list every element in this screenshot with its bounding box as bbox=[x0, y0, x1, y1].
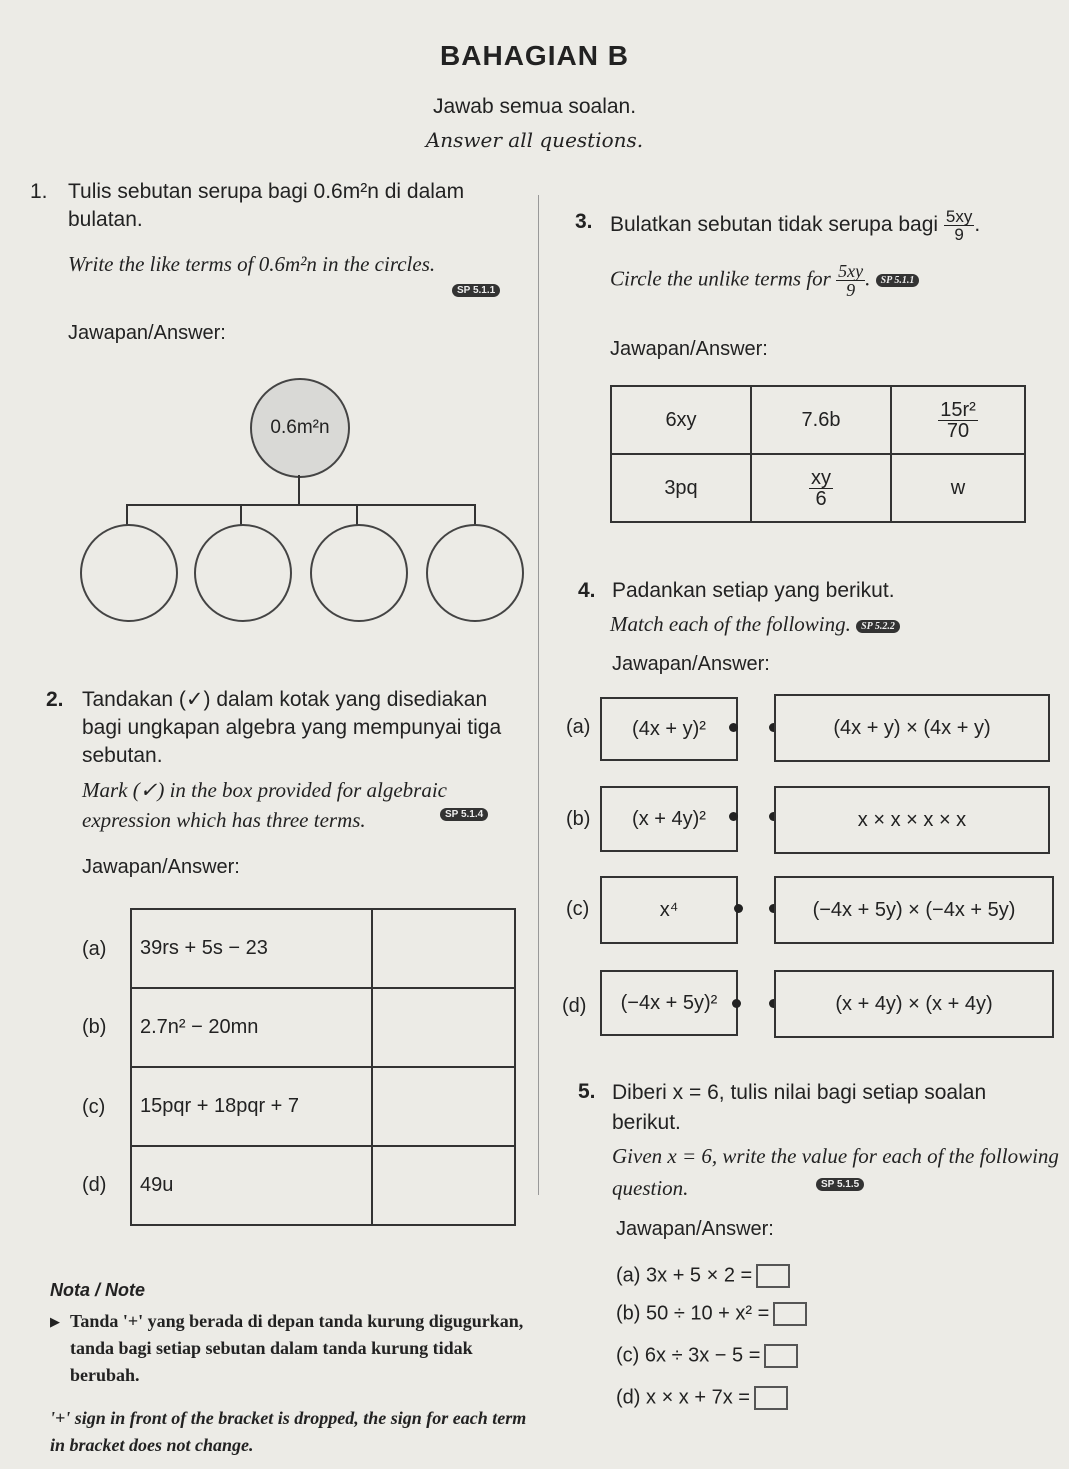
q1-answer-label: Jawapan/Answer: bbox=[68, 322, 226, 344]
q4-dot-left-c[interactable] bbox=[734, 904, 743, 913]
q4-dot-left-a[interactable] bbox=[729, 723, 738, 732]
q3-frac-den-en: 9 bbox=[846, 280, 856, 300]
q4-badge: SP 5.2.2 bbox=[856, 620, 900, 633]
q4-right-b[interactable]: x × x × x × x bbox=[774, 786, 1050, 854]
q4-dot-left-b[interactable] bbox=[729, 812, 738, 821]
q2-checkbox-c[interactable] bbox=[372, 1067, 515, 1146]
q1-tree-bar bbox=[126, 504, 476, 506]
column-divider bbox=[538, 195, 539, 1195]
q2-label-d: (d) bbox=[82, 1174, 107, 1196]
q3-text-malay-body: Bulatkan sebutan tidak serupa bagi bbox=[610, 213, 939, 237]
q3-term-3pq[interactable]: 3pq bbox=[611, 454, 751, 522]
q2-label-c: (c) bbox=[82, 1096, 106, 1118]
q2-number: 2. bbox=[46, 688, 64, 711]
q3-number: 3. bbox=[575, 210, 593, 233]
q3-frac-den: 9 bbox=[954, 225, 964, 244]
q5-item-b bbox=[616, 1302, 807, 1326]
q2-text-english: Mark (✓) in the box provided for algebraic expression which has three terms. bbox=[82, 778, 447, 832]
q4-text-english-body: Match each of the following. bbox=[610, 612, 851, 636]
q2-badge: SP 5.1.4 bbox=[440, 808, 488, 821]
q4-text-malay: Padankan setiap yang berikut. bbox=[612, 579, 895, 602]
q4-label-c: (c) bbox=[566, 898, 590, 920]
q5-label-c: (c) bbox=[616, 1344, 640, 1367]
q1-tree-stem bbox=[298, 475, 300, 505]
q2-checkbox-d[interactable] bbox=[372, 1146, 515, 1225]
q1-text-malay: Tulis sebutan serupa bagi 0.6m²n di dalam bulatan. bbox=[68, 180, 465, 231]
table-row bbox=[611, 386, 1025, 454]
note-arrow-icon: ▶ bbox=[50, 1314, 60, 1329]
table-row bbox=[131, 909, 515, 988]
q5-expr-c: 6x ÷ 3x − 5 = bbox=[644, 1344, 761, 1367]
q3-table bbox=[610, 385, 1026, 523]
note-heading: Nota / Note bbox=[50, 1280, 146, 1300]
q4-number: 4. bbox=[578, 579, 596, 602]
q5-expr-a: 3x + 5 × 2 = bbox=[646, 1264, 753, 1287]
table-row bbox=[611, 454, 1025, 522]
q5-expr-b: 50 ÷ 10 + x² = bbox=[646, 1302, 770, 1325]
note-text-malay: Tanda '+' yang berada di depan tanda kurung digugurkan, tanda bagi setiap sebutan dalam tanda kurung tidak berubah. bbox=[70, 1311, 524, 1385]
q4-dot-left-d[interactable] bbox=[732, 999, 741, 1008]
q3-frac-6: 6 bbox=[815, 487, 827, 510]
instruction-english: Answer all questions. bbox=[425, 128, 644, 152]
q4-text-english bbox=[610, 612, 900, 637]
q1-number: 1. bbox=[30, 180, 48, 203]
section-title: BAHAGIAN B bbox=[440, 40, 629, 71]
note-text-english: '+' sign in front of the bracket is dropped, the sign for each term in bracket does not change. bbox=[50, 1408, 527, 1455]
q3-frac-15r2: 15r² bbox=[940, 398, 976, 421]
q1-answer-circle-4[interactable] bbox=[426, 524, 524, 622]
q5-label-d: (d) bbox=[616, 1386, 641, 1409]
q2-checkbox-b[interactable] bbox=[372, 988, 515, 1067]
q3-frac-num-en: 5xy bbox=[838, 261, 864, 281]
q3-frac-15r2-70 bbox=[938, 400, 978, 441]
q1-answer-circle-2[interactable] bbox=[194, 524, 292, 622]
q4-right-a[interactable]: (4x + y) × (4x + y) bbox=[774, 694, 1050, 762]
q5-label-b: (b) bbox=[616, 1302, 641, 1325]
q4-answer-label: Jawapan/Answer: bbox=[612, 653, 770, 675]
q2-label-b: (b) bbox=[82, 1016, 107, 1038]
q3-frac-xy: xy bbox=[811, 466, 831, 489]
q5-text-english: Given x = 6, write the value for each of the following question. bbox=[612, 1144, 1059, 1200]
q5-item-d bbox=[616, 1386, 788, 1410]
q5-item-c bbox=[616, 1344, 798, 1368]
q5-badge: SP 5.1.5 bbox=[816, 1178, 864, 1191]
q4-right-d[interactable]: (x + 4y) × (x + 4y) bbox=[774, 970, 1054, 1038]
q1-answer-circle-1[interactable] bbox=[80, 524, 178, 622]
q1-branch-1 bbox=[126, 504, 128, 526]
table-row bbox=[131, 988, 515, 1067]
q4-label-b: (b) bbox=[566, 808, 591, 830]
q5-label-a: (a) bbox=[616, 1264, 641, 1287]
q4-label-a: (a) bbox=[566, 716, 591, 738]
q5-answer-box-b[interactable] bbox=[773, 1302, 807, 1326]
q5-answer-label: Jawapan/Answer: bbox=[616, 1218, 774, 1240]
q2-text-malay: Tandakan (✓) dalam kotak yang disediakan bagi ungkapan algebra yang mempunyai tiga sebutan. bbox=[82, 688, 502, 767]
q3-frac-xy-6 bbox=[809, 468, 833, 509]
q2-checkbox-a[interactable] bbox=[372, 909, 515, 988]
q1-branch-3 bbox=[356, 504, 358, 526]
q3-fraction-en bbox=[836, 262, 865, 299]
q4-left-b[interactable]: (x + 4y)² bbox=[600, 786, 738, 852]
q5-item-a bbox=[616, 1264, 790, 1288]
q3-term-15r2-70[interactable] bbox=[891, 386, 1025, 454]
q2-label-a: (a) bbox=[82, 938, 107, 960]
instruction-malay: Jawab semua soalan. bbox=[432, 95, 637, 118]
q5-text-malay: Diberi x = 6, tulis nilai bagi setiap soalan berikut. bbox=[612, 1081, 987, 1134]
q2-answer-label: Jawapan/Answer: bbox=[82, 856, 240, 878]
q2-table bbox=[130, 908, 516, 1226]
q1-text-english: Write the like terms of 0.6m²n in the circles. bbox=[68, 252, 436, 276]
q4-right-c[interactable]: (−4x + 5y) × (−4x + 5y) bbox=[774, 876, 1054, 944]
q3-fraction bbox=[944, 208, 974, 243]
q4-left-a[interactable]: (4x + y)² bbox=[600, 697, 738, 761]
q3-term-6xy[interactable]: 6xy bbox=[611, 386, 751, 454]
q2-expr-b: 2.7n² − 20mn bbox=[131, 988, 372, 1067]
q4-label-d: (d) bbox=[562, 995, 587, 1017]
q3-text-english-body: Circle the unlike terms for bbox=[610, 266, 831, 291]
q3-text-english: Circle the unlike terms for $\frac{5xy}{9}$ . SP 5.1.1 bbox=[610, 262, 919, 299]
q2-expr-d: 49u bbox=[131, 1146, 372, 1225]
q3-answer-label: Jawapan/Answer: bbox=[610, 338, 768, 360]
q5-answer-box-d[interactable] bbox=[754, 1386, 788, 1410]
q1-root-term: 0.6m²n bbox=[270, 417, 330, 438]
q2-expr-c: 15pqr + 18pqr + 7 bbox=[131, 1067, 372, 1146]
q3-text-malay: Bulatkan sebutan tidak serupa bagi $\frac{5xy}{9}$ . bbox=[610, 207, 981, 244]
q4-left-d[interactable]: (−4x + 5y)² bbox=[600, 970, 738, 1036]
q1-branch-2 bbox=[240, 504, 242, 526]
q1-root-circle bbox=[250, 378, 350, 478]
q3-frac-70: 70 bbox=[946, 419, 970, 442]
q3-term-w[interactable]: w bbox=[891, 454, 1025, 522]
q2-expr-a: 39rs + 5s − 23 bbox=[131, 909, 372, 988]
q1-branch-4 bbox=[474, 504, 476, 526]
q4-left-c[interactable]: x⁴ bbox=[600, 876, 738, 944]
q3-badge: SP 5.1.1 bbox=[876, 274, 920, 287]
q3-term-xy-6[interactable] bbox=[751, 454, 891, 522]
table-row bbox=[131, 1067, 515, 1146]
q5-number: 5. bbox=[578, 1080, 596, 1103]
q3-term-7.6b[interactable]: 7.6b bbox=[751, 386, 891, 454]
q5-answer-box-c[interactable] bbox=[764, 1344, 798, 1368]
table-row bbox=[131, 1146, 515, 1225]
q3-frac-num: 5xy bbox=[945, 207, 973, 226]
q5-expr-d: x × x + 7x = bbox=[646, 1386, 750, 1409]
q1-answer-circle-3[interactable] bbox=[310, 524, 408, 622]
q5-answer-box-a[interactable] bbox=[756, 1264, 790, 1288]
q1-badge: SP 5.1.1 bbox=[452, 284, 500, 297]
